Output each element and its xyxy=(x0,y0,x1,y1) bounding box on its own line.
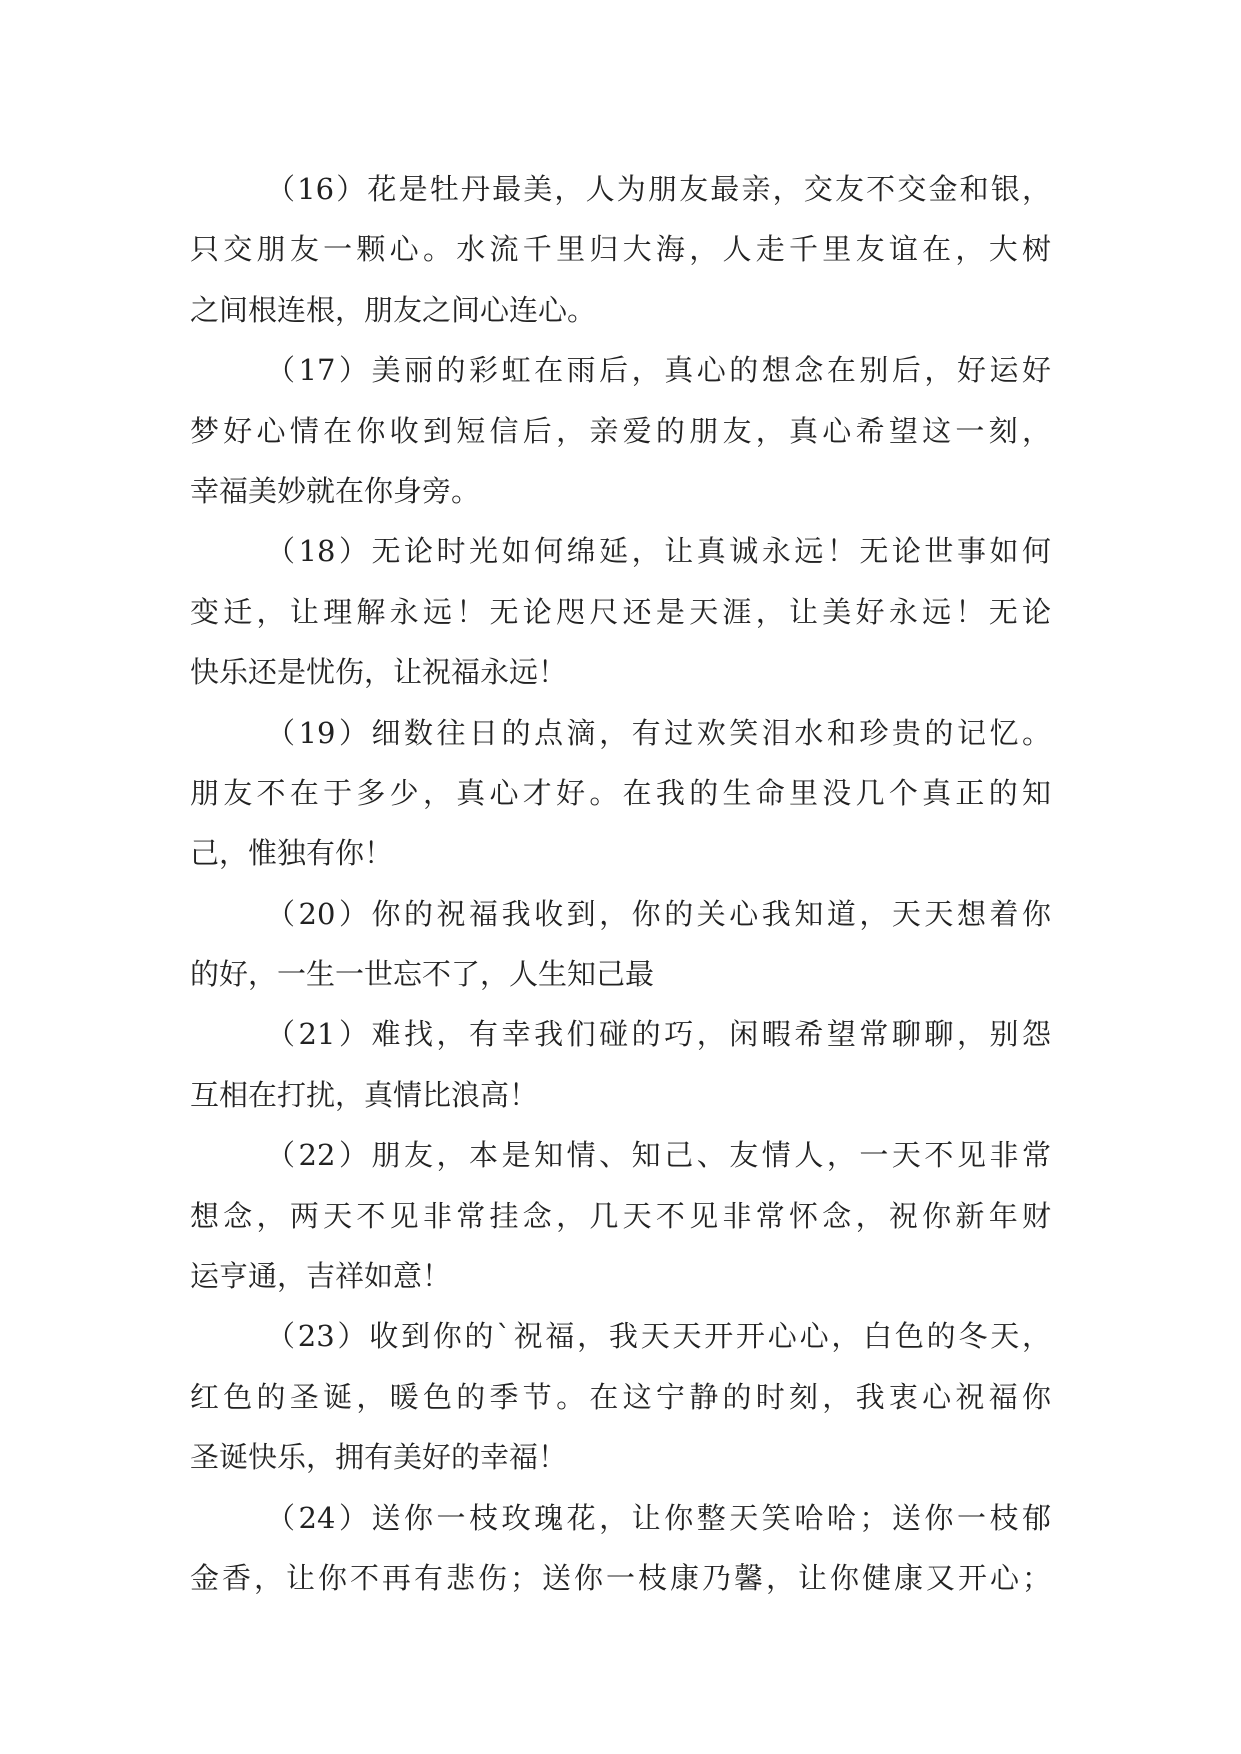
text-line: （16）花是牡丹最美，人为朋友最亲，交友不交金和银， xyxy=(266,172,1051,206)
document-body xyxy=(190,159,1051,1608)
paragraph-21 xyxy=(190,1004,1051,1125)
text-line: 金香，让你不再有悲伤；送你一枝康乃馨，让你健康又开心； xyxy=(190,1560,1051,1595)
text-line: 互相在打扰，真情比浪高！ xyxy=(190,1077,539,1112)
text-line: （22）朋友，本是知情、知己、友情人，一天不见非常 xyxy=(266,1138,1051,1173)
text-line: （17）美丽的彩虹在雨后，真心的想念在别后，好运好 xyxy=(266,353,1051,388)
paragraph-19 xyxy=(190,703,1051,884)
text-line: 己，惟独有你！ xyxy=(190,836,394,871)
text-line: 红色的圣诞，暖色的季节。在这宁静的时刻，我衷心祝福你 xyxy=(190,1379,1051,1414)
text-line: （18）无论时光如何绵延，让真诚永远！无论世事如何 xyxy=(266,534,1051,569)
text-line: （24）送你一枝玫瑰花，让你整天笑哈哈；送你一枝郁 xyxy=(266,1500,1051,1535)
text-line: 只交朋友一颗心。水流千里归大海，人走千里友谊在，大树 xyxy=(190,232,1051,267)
text-line: 之间根连根，朋友之间心连心。 xyxy=(190,292,597,327)
text-line: 梦好心情在你收到短信后，亲爱的朋友，真心希望这一刻， xyxy=(190,413,1051,448)
text-line: 朋友不在于多少，真心才好。在我的生命里没几个真正的知 xyxy=(190,775,1051,810)
text-line: 的好，一生一世忘不了，人生知己最 xyxy=(190,957,655,992)
paragraph-18 xyxy=(190,521,1051,702)
text-line: 快乐还是忧伤，让祝福永远！ xyxy=(190,655,568,690)
paragraph-24 xyxy=(190,1488,1051,1609)
text-line: （19）细数往日的点滴，有过欢笑泪水和珍贵的记忆。 xyxy=(266,715,1051,750)
text-line: （21）难找，有幸我们碰的巧，闲暇希望常聊聊，别怨 xyxy=(266,1017,1051,1052)
text-line: 圣诞快乐，拥有美好的幸福！ xyxy=(190,1440,568,1475)
paragraph-17 xyxy=(190,340,1051,521)
paragraph-16 xyxy=(190,159,1051,340)
text-line: （23）收到你的`祝福，我天天开开心心，白色的冬天， xyxy=(266,1319,1051,1354)
text-line: 变迁，让理解永远！无论咫尺还是天涯，让美好永远！无论 xyxy=(190,594,1051,629)
text-line: 幸福美妙就在你身旁。 xyxy=(190,473,481,508)
paragraph-20 xyxy=(190,884,1051,1005)
paragraph-22 xyxy=(190,1125,1051,1306)
paragraph-23 xyxy=(190,1306,1051,1487)
text-line: （20）你的祝福我收到，你的关心我知道，天天想着你 xyxy=(266,896,1051,931)
text-line: 想念，两天不见非常挂念，几天不见非常怀念，祝你新年财 xyxy=(190,1198,1051,1233)
text-line: 运亨通，吉祥如意！ xyxy=(190,1259,452,1294)
